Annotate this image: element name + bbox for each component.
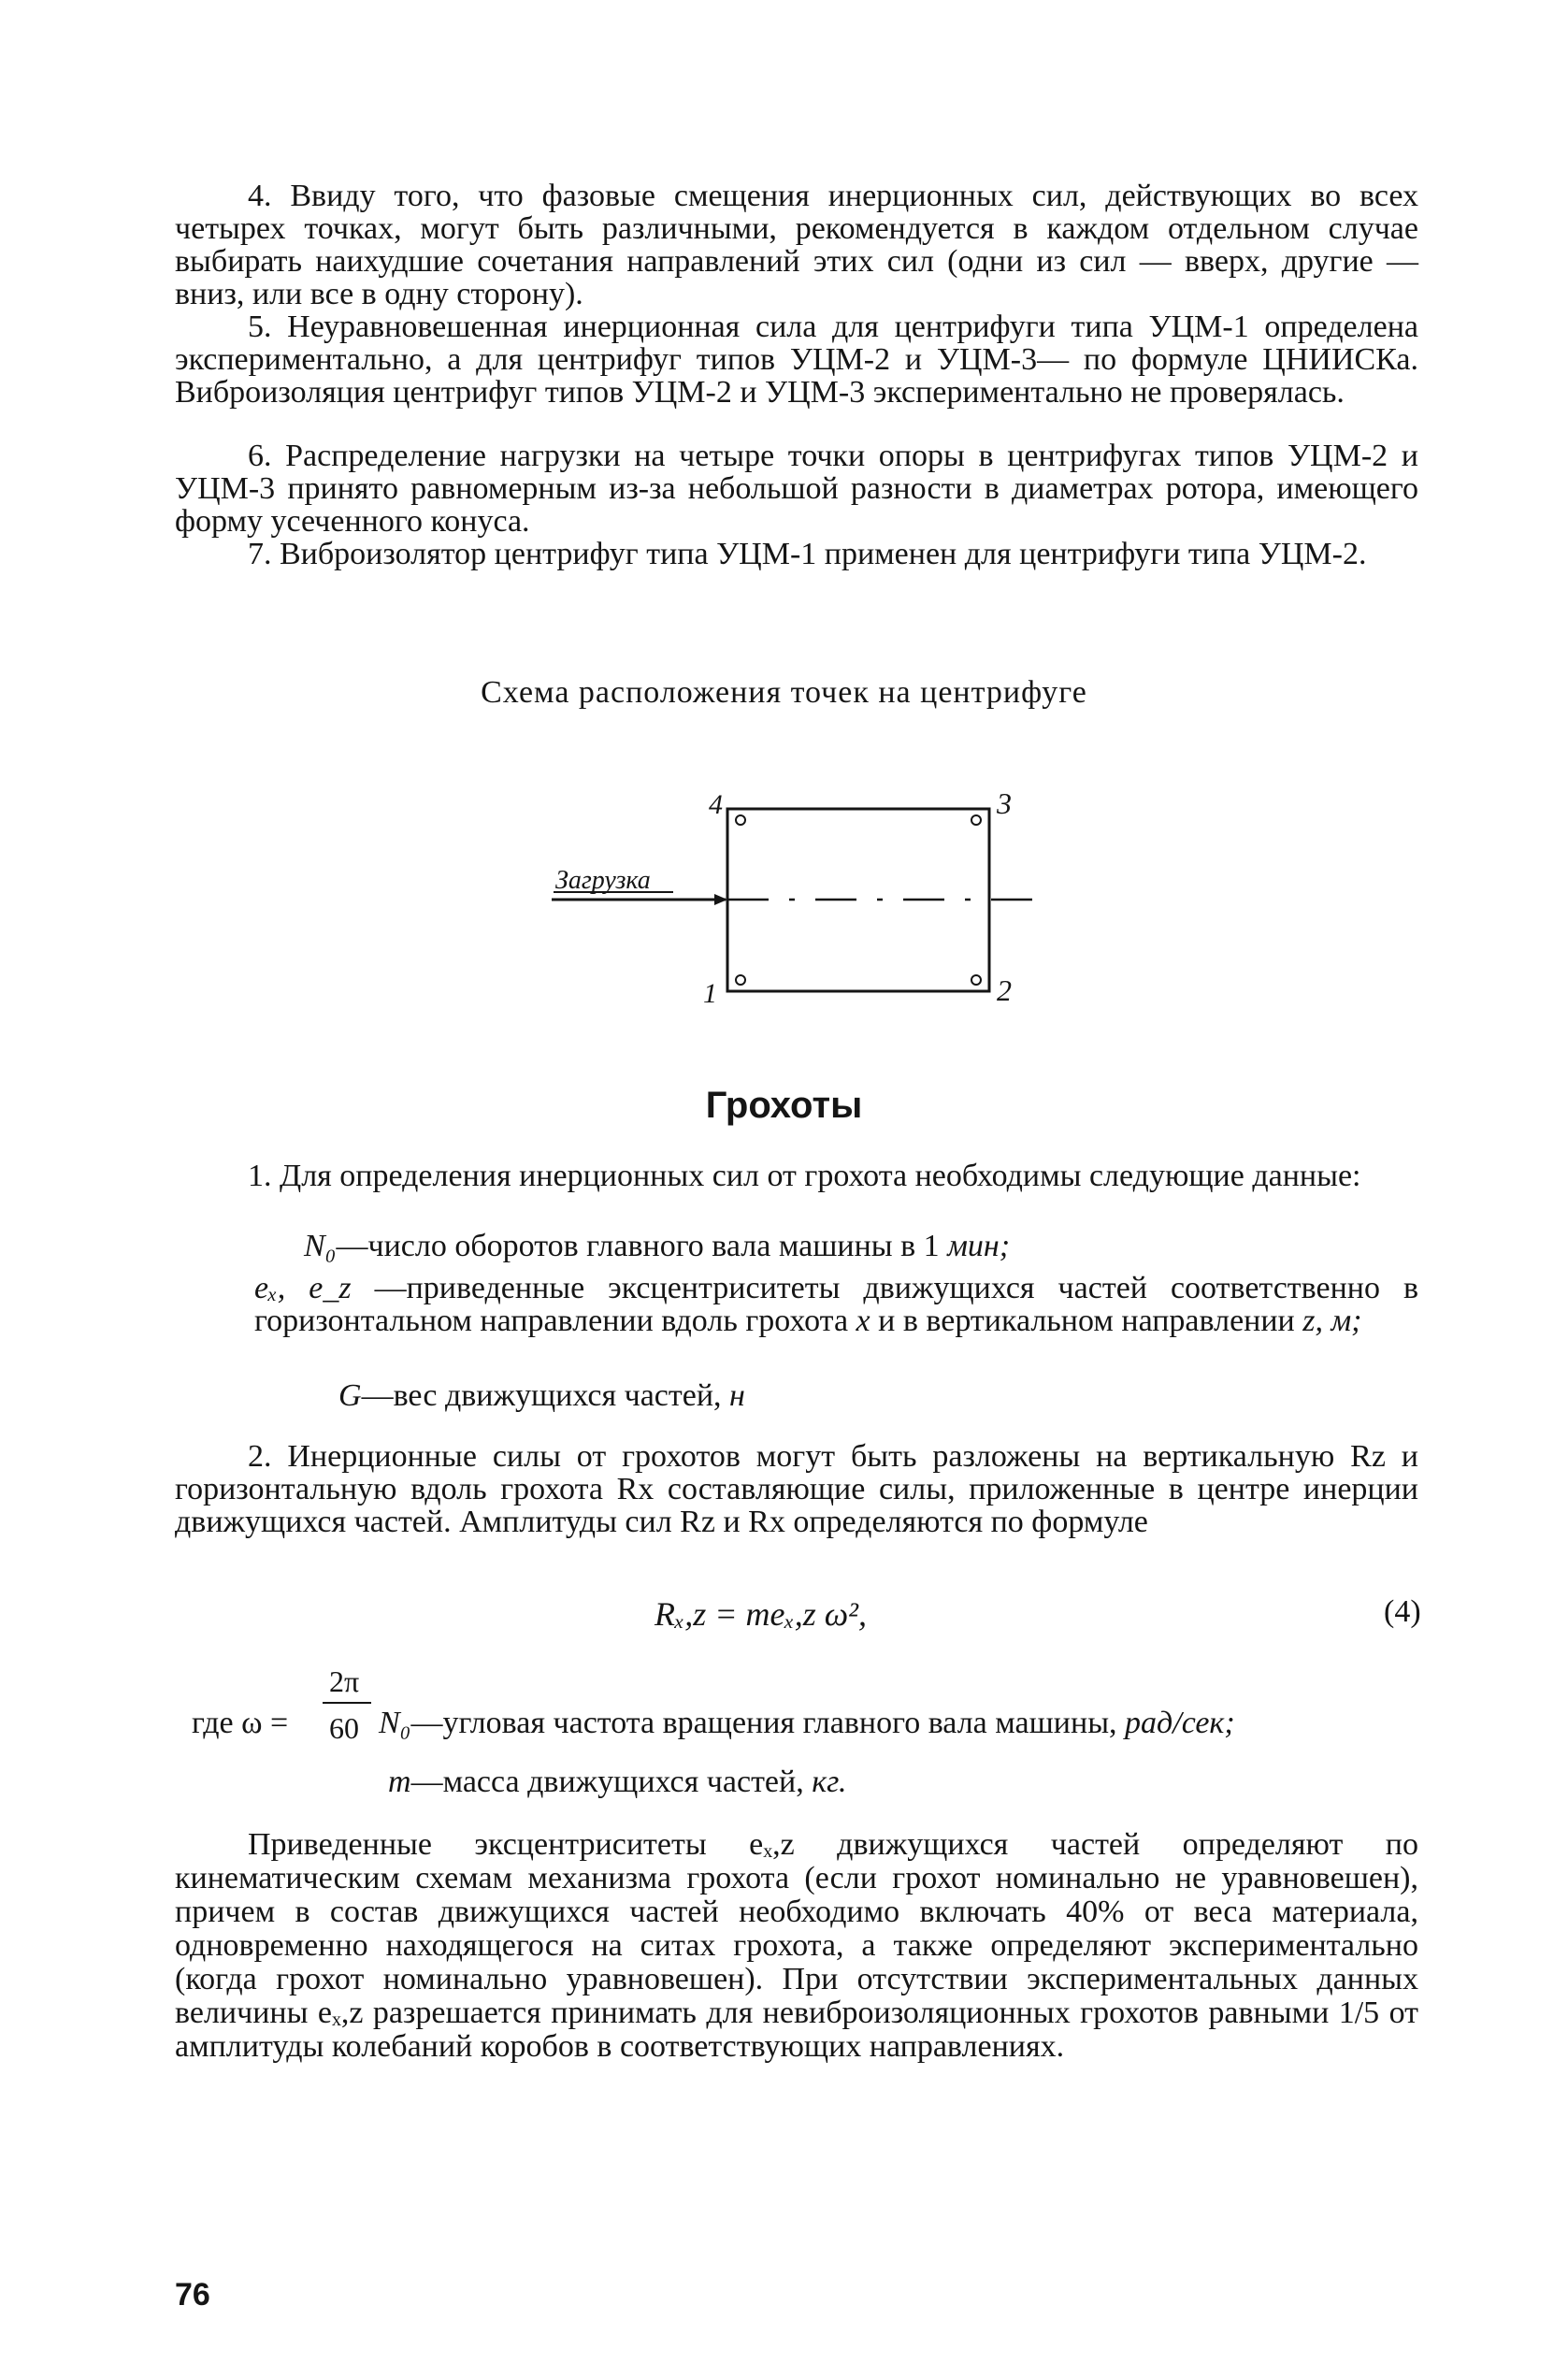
load-arrow-head [714,894,727,905]
section-para-1: 1. Для определения инерционных сил от грохота необходимы следующие данные: [248,1159,1361,1193]
formula-4: Rₓ,z = meₓ,z ω², [655,1595,867,1633]
def-m-text: —масса движущихся частей, [410,1765,804,1799]
point-1-label: 1 [703,978,717,1009]
formula-number: (4) [1384,1594,1421,1629]
fraction-numerator: 2π [329,1664,360,1698]
point-3-label: 3 [997,786,1012,820]
point-4-label: 4 [709,789,723,820]
def-e-x: x [856,1304,870,1338]
note-4: 4. Ввиду того, что фазовые смещения инерционных сил, действующих во всех четырех точках, могут быть различными, рекомендуется в каждом отдельном случае выбирать наихудшие сочетания направлений этих сил (одни из сил — вверх, другие — вниз, или все в одну сторону). [175,179,1418,311]
def-m-unit: кг. [812,1765,847,1799]
where-symbol: N₀ [379,1706,411,1740]
def-e-text-1: —приведенные эксцентриситеты движущихся частей соответственно в горизонтальном направлении вдоль грохота [254,1271,1419,1338]
note-6: 6. Распределение нагрузки на четыре точки опоры в центрифугах типов УЦМ-2 и УЦМ-3 принято равномерным из-за небольшой разности в диаметрах ротора, имеющего форму усеченного конуса. [175,439,1418,539]
def-g [338,1379,745,1412]
centrifuge-points-diagram [542,785,1066,1019]
def-g-unit: н [729,1378,745,1413]
def-e-symbol: eₓ, e_z [254,1271,352,1305]
def-n0-unit: мин; [947,1229,1011,1263]
point-4-marker [736,815,745,825]
point-2-label: 2 [997,973,1012,1007]
section-para-3: Приведенные эксцентриситеты eₓ,z движущихся частей определяют по кинематическим схемам механизма грохота (если грохот номинально не уравновешен), причем в состав движущихся частей необходимо включать 40% от веса материала, одновременно находящегося на ситах грохота, а также определяют экспериментально (когда грохот номинально уравновешен). При отсутствии экспериментальных данных величины eₓ,z разрешается принимать для невиброизоляционных грохотов равными 1/5 от амплитуды колебаний коробов в соответствующих направлениях. [175,1827,1418,2064]
note-5: 5. Неуравновешенная инерционная сила для центрифуги типа УЦМ-1 определена экспериментально, а для центрифуг типов УЦМ-2 и УЦМ-3— по формуле ЦНИИСКа. Виброизоляция центрифуг типов УЦМ-2 и УЦМ-3 экспериментально не проверялась. [175,310,1418,410]
page-number: 76 [175,2277,210,2313]
def-e-z: z, [1302,1304,1323,1338]
where-description [379,1707,1235,1739]
def-n0-text: —число оборотов главного вала машины в 1 [336,1229,940,1263]
section-para-2: 2. Инерционные силы от грохотов могут быть разложены на вертикальную Rz и горизонтальную вдоль грохота Rx составляющие силы, приложенные в центре инерции движущихся частей. Амплитуды сил Rz и Rx определяются по формуле [175,1439,1418,1539]
def-e [254,1272,1418,1337]
def-g-symbol: G [338,1378,362,1413]
def-g-text: —вес движущихся частей, [361,1378,722,1413]
def-e-text-2: и в вертикальном направлении [878,1304,1295,1338]
where-omega [192,1707,288,1739]
point-1-marker [736,975,745,985]
where-prefix: где ω = [192,1706,289,1740]
def-n0 [304,1230,1010,1262]
diagram-caption: Схема расположения точек на центрифуге [481,675,1087,710]
point-3-marker [971,815,981,825]
section-title: Грохоты [705,1085,863,1126]
def-n0-symbol: N₀ [304,1229,337,1263]
where-unit: рад/сек; [1125,1706,1235,1740]
fraction-denominator: 60 [329,1711,359,1745]
point-2-marker [971,975,981,985]
where-text: —угловая частота вращения главного вала машины, [410,1706,1117,1740]
load-label: Загрузка [555,866,651,895]
def-e-unit: м; [1331,1304,1362,1338]
note-7: 7. Виброизолятор центрифуг типа УЦМ-1 применен для центрифуги типа УЦМ-2. [248,537,1367,571]
fraction-bar [323,1702,371,1704]
def-m-symbol: m [388,1765,411,1799]
def-m [388,1765,846,1798]
